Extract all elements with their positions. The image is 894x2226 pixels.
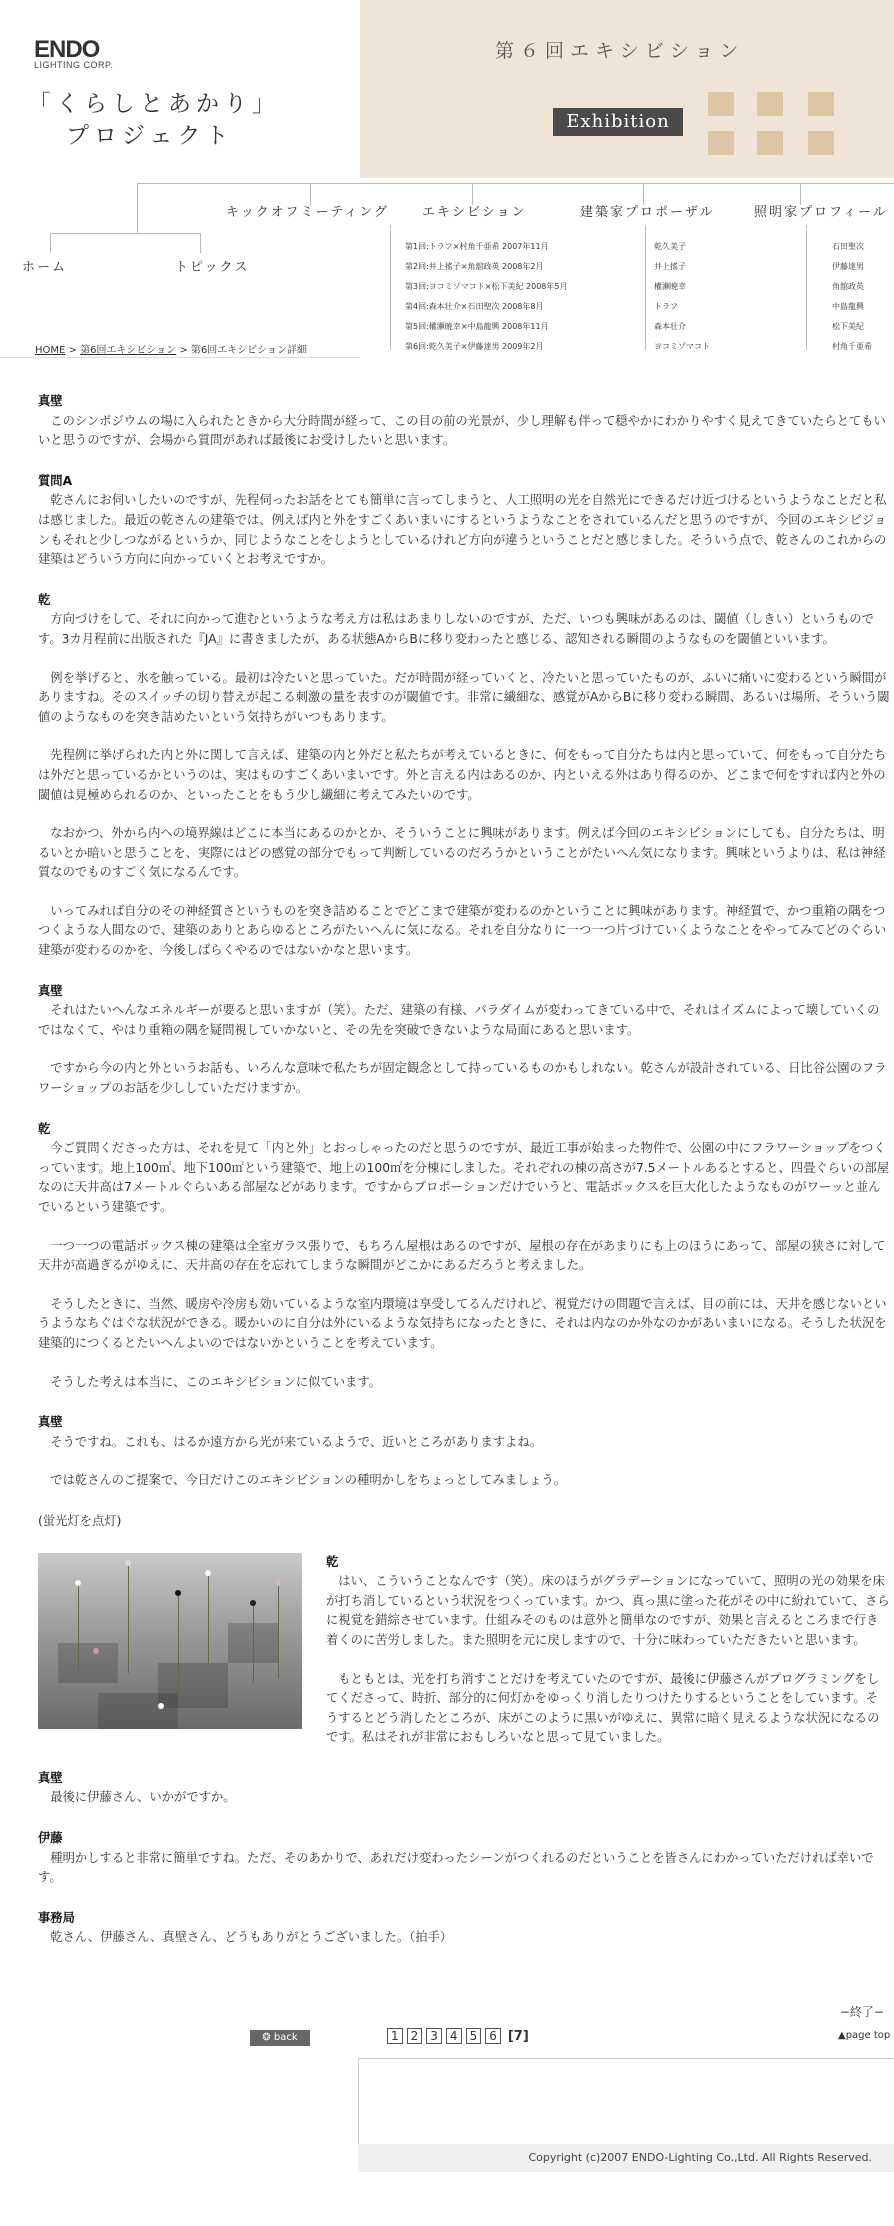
end-mark: −終了− [839,2005,884,2019]
speech-paragraph: そうした考えは本当に、このエキシビションに似ています。 [50,1374,381,1389]
speaker-name: 質問A [38,473,73,488]
speech-section [38,591,890,961]
speaker-name: 真壁 [38,983,63,998]
project-title [28,88,328,152]
endo-logo[interactable] [34,36,144,74]
exhibition-title: 第６回エキシビション [495,40,745,62]
page-link[interactable]: 3 [426,2028,442,2044]
photo-section [38,1553,890,1748]
speech-paragraph: もともとは、光を打ち消すことだけを考えていたのですが、最後に伊藤さんがプログラミングをしてくださって、時折、部分的に何灯かをゆっくり消したりつけたりするということをしています。そうするとどう消したところが、床がこのように黒いがゆえに、異常に暗く見えるような状況になるのです。私はそれが非常におもしろいなと思って見ていました。 [326,1671,880,1745]
nav-home[interactable]: ホーム [22,260,68,275]
logo-mark: ENDO [34,36,100,63]
speaker-name: 乾 [38,1121,51,1136]
current-page-number: 7 [513,2029,523,2044]
lighting-link[interactable]: 角舘政英 [832,282,864,291]
architect-link[interactable]: トラフ [654,302,678,311]
nav-line [137,183,894,184]
nav-line [50,233,200,234]
speaker-name: 伊藤 [38,1831,63,1846]
lighting-list [828,237,872,357]
exhibition-link[interactable]: 第6回:乾久美子×伊藤達男 2009年2月 [405,342,544,351]
nav-line [137,183,138,233]
exhibition-button[interactable]: Exhibition [553,108,683,136]
page-top-label: page top [845,2030,891,2041]
exhibition-link[interactable]: 第4回:森本壮介×石田聖次 2008年8月 [405,302,544,311]
page-link[interactable]: 4 [446,2028,462,2044]
copyright [358,2144,894,2172]
nav-architect[interactable]: 建築家プロポーザル [580,205,715,220]
speech-paragraph: そうですね。これも、はるか遠方から光が来ているようで、近いところがありますよね。 [50,1434,542,1449]
speech-paragraph: 今ご質問くださった方は、それを見て「内と外」とおっしゃったのだと思うのですが、最近工事が始まった物件で、公園の中にフラワーショップをつくっています。地上100㎡、地下100㎡という建築で、地上の100㎡を分棟にしました。それぞれの棟の高さが7.5メートルあるとすると、四畳ぐらいの部屋なのに天井高は7メートルぐらいある部屋などがあります。ですからプロポーションだけでいうと、電話ボックスを巨大化したようなものがワーッと並んでいるという建築です。 [38,1141,890,1214]
decor-square [708,131,734,155]
exhibition-banner [360,0,894,178]
project-title-line2: プロジェクト [66,123,234,149]
speaker-name: 真壁 [38,394,63,408]
architect-link[interactable]: ヨコミゾマコト [654,342,710,351]
up-arrow-icon: ▲ [838,2030,846,2041]
speech-section [38,982,890,1099]
speech-paragraph: 一つ一つの電話ボックス棟の建築は全室ガラス張りで、もちろん屋根はあるのですが、屋根の存在があまりにも上のほうにあって、部屋の狭さに対して天井が高過ぎるがゆえに、天井高の存在を忘れてしまうな瞬間がどこかにあるだろうと考えました。 [38,1238,886,1273]
lighting-link[interactable]: 村角千亜希 [832,342,872,351]
architect-link[interactable]: 權瀬暁幸 [654,282,686,291]
speaker-name: 事務局 [38,1910,75,1925]
exhibition-link[interactable]: 第1回:トラフ×村角千亜希 2007年11月 [405,242,549,251]
speech-paragraph: 先程例に挙げられた内と外に関して言えば、建築の内と外だと私たちが考えているときに、何をもって自分たちは内と思っていて、何をもって自分たちは外だと思っているかというのは、実はものすごくあいまいです。外と言える内はあるのか、内といえる外はあり得るのか、どこまで何をすれば内と外の閾値は見極められるのか、といったことをもう少し繊細に考えてみたいのです。 [38,748,887,802]
transcript [38,392,890,1969]
speech-section [38,392,890,451]
decor-square [808,131,834,155]
speech-section [38,1769,890,1808]
architect-link[interactable]: 森本壮介 [654,322,686,331]
lighting-link[interactable]: 石田聖次 [832,242,864,251]
nav-topics[interactable]: トピックス [175,260,250,275]
page-link[interactable]: 1 [387,2028,403,2044]
copyright-text: Copyright (c)2007 ENDO-Lighting Co.,Ltd. All Rights Reserved. [528,2151,872,2164]
speech-paragraph: 種明かしすると非常に簡単ですね。ただ、そのあかりで、あれだけ変わったシーンがつくれるのだということを皆さんにわかっていただければ幸いです。 [38,1850,874,1885]
logo-subtext: LIGHTING CORP. [34,60,114,70]
page-link[interactable]: 2 [407,2028,423,2044]
speech-paragraph: いってみれば自分のその神経質さというものを突き詰めることでどこまで建築が変わるのかということに興味があります。神経質で、かつ重箱の隅をつつくような人間なので、建築のありとあらゆるところがたいへんに気になる。それを自分なりに一つ一つ片づけていくようなことをやってみてどのぐらい建築が変わるのかを、今後しばらくやるのではないかなと思います。 [38,903,887,958]
footer-box [358,2058,894,2147]
lighting-link[interactable]: 松下美紀 [832,322,864,331]
speech-paragraph: 方向づけをして、それに向かって進むというような考え方は私はあまりしないのですが、ただ、いつも興味があるのは、閾値（しきい）というものです。3カ月程前に出版された『JA』に書きましたが、ある状態AからBに移り変わったと感じる、認知される瞬間のようなものを閾値といいます。 [38,612,874,646]
back-arrow-icon: ❂ [262,2032,271,2043]
architect-list [650,237,710,357]
speech-section [38,1120,890,1393]
nav-line [50,233,51,253]
decor-square [708,92,734,116]
nav-lighting[interactable]: 照明家プロフィール [754,205,888,220]
speech-paragraph: では乾さんのご提案で、今日だけこのエキシビションの種明かしをちょっとしてみましょう。 [50,1473,567,1488]
speech-paragraph: このシンポジウムの場に入られたときから大分時間が経って、この目の前の光景が、少し理解も伴って穏やかにわかりやすく見えてきていたらとてもいいと思うのですが、会場から質問があれば最後にお受けしたいと思います。 [38,413,886,448]
speech-paragraph: そうしたときに、当然、暖房や冷房も効いているような室内環境は享受してるんだけれど、視覚だけの問題で言えば、目の前には、天井を感じないというようなちぐはぐな状況ができる。暖かいのに自分は外にいるような気持ちになったときに、それは内なのか外なのかがあいまいになる。そうした状況を建築的につくるとたいへんよいのではないかということを考えています。 [38,1296,887,1350]
project-title-line1: 「くらしとあかり」 [28,91,280,117]
architect-link[interactable]: 乾久美子 [654,242,686,251]
nav-line [806,225,807,350]
speaker-name: 真壁 [38,1415,63,1430]
architect-link[interactable]: 井上搖子 [654,262,686,271]
exhibition-link[interactable]: 第2回:井上搖子×角舘政英 2008年2月 [405,262,544,271]
breadcrumb-separator: > [65,345,81,356]
stage-note: (蛍光灯を点灯) [38,1513,122,1528]
header-left [0,0,360,355]
header-divider [0,357,360,358]
speech-section [38,472,890,570]
decor-square [808,92,834,116]
page-link[interactable]: 6 [485,2028,501,2044]
page-link[interactable]: 5 [466,2028,482,2044]
speech-paragraph: ですから今の内と外というお話も、いろんな意味で私たちが固定観念として持っているものかもしれない。乾さんが設計されている、日比谷公園のフラワーショップのお話を少ししていただけますか。 [38,1061,887,1096]
page-top-link[interactable] [838,2030,890,2041]
pagination [387,2028,536,2044]
lighting-link[interactable]: 伊藤達男 [832,262,864,271]
back-button[interactable] [250,2030,310,2046]
lighting-link[interactable]: 中島龍興 [832,302,864,311]
exhibition-link[interactable]: 第3回:ヨコミゾマコト×松下美紀 2008年5月 [405,282,568,291]
exhibition-list [401,237,567,357]
nav-line [200,233,201,253]
breadcrumb-current: 第6回エキシビション詳細 [190,345,307,356]
speech-paragraph: なおかつ、外から内への境界線はどこに本当にあるのかとか、そういうことに興味があります。例えば今回のエキシビションにしても、自分たちは、明るいとか暗いと思うことを、実際にはどの感覚の部分でもって判断しているのだろうかということがたいへん気になります。興味というよりは、私は神経質なのでものすごく気になるんです。 [38,826,886,880]
decor-square [757,131,783,155]
decor-square [757,92,783,116]
nav-kickoff[interactable]: キックオフミーティング [226,205,390,220]
speech-paragraph: はい、こういうことなんです（笑）。床のほうがグラデーションになっていて、照明の光の効果を床が打ち消しているという状況をつくっています。かつ、真っ黒に塗った花がその中に紛れていて、さらに視覚を錯綜させています。仕組みそのものは意外と簡単なのですが、効果と言えるところまで行き着くのに苦労しました。また照明を元に戻しますので、十分に味わっていただきたいと思います。 [326,1574,890,1647]
breadcrumb-home[interactable]: HOME [35,345,66,356]
speech-paragraph: それはたいへんなエネルギーが要ると思いますが（笑）。ただ、建築の有様、パラダイムが変わってきている中で、それはイズムによって壊していくのではなくて、やはり重箱の隅を疑問視していかないと、その先を突破できないような局面にあると思います。 [38,1003,880,1037]
speech-paragraph: 乾さん、伊藤さん、真壁さん、どうもありがとうございました。（拍手） [50,1930,453,1945]
breadcrumb [35,341,307,356]
speaker-name: 乾 [326,1554,339,1569]
nav-line [645,225,646,350]
exhibition-photo [38,1553,302,1729]
speech-paragraph: 最後に伊藤さん、いかがですか。 [50,1790,236,1805]
speaker-name: 真壁 [38,1770,63,1785]
speaker-name: 乾 [38,592,51,607]
speech-paragraph: 例を挙げると、氷を触っている。最初は冷たいと思っていた。だが時間が経っていくと、冷たいと思っていたものが、ふいに痛いに変わるという瞬間がありますね。そのスイッチの切り替えが起こる刺激の量を表すのが閾値です。非常に繊細な、感覚がAからBに移り変わる瞬間、あるいは場所、そういう閾値のようなものを突き詰めたいという気持ちがいつもあります。 [38,670,890,724]
nav-exhibition[interactable]: エキシビション [422,205,527,220]
breadcrumb-separator: > [176,345,191,356]
speech-section [38,1413,890,1491]
back-label: back [273,2032,298,2043]
exhibition-link[interactable]: 第5回:權瀬暁幸×中島龍興 2008年11月 [405,322,549,331]
speech-section [38,1829,890,1888]
breadcrumb-exhibition[interactable]: 第6回エキシビション [80,345,177,356]
speech-paragraph: 乾さんにお伺いしたいのですが、先程伺ったお話をとても簡単に言ってしまうと、人工照明の光を自然光にできるだけ近づけるというようなことだと私は感じました。最近の乾さんの建築では、例えば内と外をすごくあいまいにするというようなことをされているんだと思うのですが、今回のエキシビジョンもそれと少しつながるというか、同じようなことをしようとしているけれど方向が違うということだと感じました。そういう点で、乾さんのこれからの建築はどういう方向に向かっていくとお考えですか。 [38,493,887,567]
nav-line [390,225,391,350]
speech-section [38,1909,890,1948]
current-page: [7] [507,2029,529,2044]
